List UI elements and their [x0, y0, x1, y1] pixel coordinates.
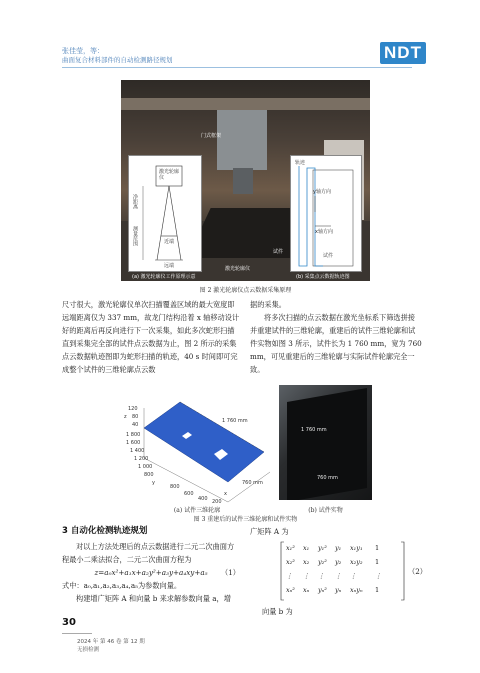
- plot-y-tick-6: 800: [144, 472, 154, 478]
- plot-z-tick-1: 120: [128, 406, 138, 412]
- matrix-cell: y₁: [335, 544, 342, 552]
- label-measure-range: 测量范围: [132, 226, 138, 246]
- matrix-cell: y₁²: [318, 544, 327, 552]
- label-track: 轨迹: [295, 160, 306, 166]
- plot-width-label: 760 mm: [242, 480, 263, 486]
- matrix-cell: x₂y₂: [350, 558, 363, 566]
- plot-y-label: y: [152, 480, 155, 486]
- photo-label-head: 激光轮廓仪: [225, 266, 251, 272]
- matrix-cell: x₁y₁: [350, 544, 363, 552]
- plot-z-label: z: [124, 414, 127, 420]
- figure3-caption: 图 3 重建后的试件三维轮廓和试件实物: [193, 516, 298, 523]
- caption-2a: (a) 激光轮廓仪工作原理示意: [132, 274, 196, 280]
- right-column-block1: [250, 298, 422, 376]
- plot-z-tick-2: 80: [132, 414, 139, 420]
- running-title: 曲面复合材料部件的自动检测路径规划: [62, 57, 173, 64]
- specimen-surface: [144, 402, 264, 482]
- footer-journal-name: 无损检测: [77, 647, 100, 653]
- paragraph: 对以上方法处理后的点云数据进行二元二次曲面方程最小二乘法拟合，二元二次曲面方程为: [62, 542, 235, 564]
- paragraph: 尺寸很大，激光轮廓仪单次扫描覆盖区域的最大宽度即远端距离仅为 337 mm，故龙门结构沿着 x 轴移动设计好的距离后再反向进行下一次采集，如此多次蛇形扫描直到采集完全部的试件点云数据为止，图 2 所示的采集点云数据轨迹图即为蛇形扫描的轨迹，40 s 时间即可完成整个试件的三维轮廓点云数: [62, 300, 240, 374]
- equation-text: z=a₀x²+a₁x+a₂y²+a₃y+a₄xy+a₅: [94, 568, 208, 577]
- matrix-cell: 1: [375, 586, 380, 594]
- figure3-photo: [279, 385, 372, 500]
- photo-head: [233, 168, 253, 194]
- header-rule: [62, 67, 412, 68]
- photo-width-label: 760 mm: [317, 475, 338, 481]
- matrix-cell: xₙyₙ: [350, 586, 363, 594]
- photo-label-gantry: 门式框架: [201, 133, 222, 139]
- trajectory-diagram: [290, 155, 362, 272]
- matrix-cell: x₁: [303, 544, 310, 552]
- plot-y-tick-4: 1 200: [134, 456, 149, 462]
- plot-x-tick-4: 200: [212, 499, 222, 505]
- matrix-cell: y₂: [335, 558, 342, 566]
- surface-plot-svg: [122, 388, 272, 506]
- specimen-plate: [287, 388, 367, 500]
- caption-3a: (a) 试件三维轮廓: [173, 507, 221, 514]
- vector-intro: 向量 b 为: [262, 607, 293, 616]
- photo-label-specimen: 试件: [273, 249, 284, 255]
- matrix-a: [280, 540, 405, 602]
- label-near: 近端: [164, 239, 175, 245]
- matrix-table: [286, 541, 385, 597]
- matrix-cell: 1: [375, 544, 380, 552]
- matrix-cell: x₁²: [286, 544, 295, 552]
- plot-x-tick-3: 400: [198, 496, 208, 502]
- equation-number-2: （2）: [408, 567, 427, 576]
- matrix-cell: 1: [375, 558, 380, 566]
- journal-logo: [380, 42, 426, 64]
- label-scanner: 激光轮廓仪: [159, 169, 180, 181]
- plot-y-tick-3: 1 400: [130, 448, 145, 454]
- footer-rule: [62, 633, 92, 634]
- caption-3b: (b) 试件实物: [308, 507, 343, 514]
- matrix-intro: 广矩阵 A 为: [250, 527, 289, 536]
- matrix-cell: yₙ: [335, 586, 342, 594]
- matrix-cell: ⋮: [375, 572, 382, 580]
- left-column-block1: [62, 298, 240, 376]
- label-x-axis: x轴方向: [315, 229, 333, 235]
- left-column-block2: [62, 540, 240, 605]
- matrix-cell: x₂²: [286, 558, 295, 566]
- logo-text: NDT: [384, 43, 422, 62]
- paragraph: 据的采集。: [250, 300, 286, 309]
- label-working-distance: 净距离: [132, 194, 138, 209]
- page-number: 30: [62, 617, 76, 628]
- matrix-cell: ⋮: [303, 572, 310, 580]
- plot-x-tick-2: 600: [184, 491, 194, 497]
- running-authors: 张佳莹，等：: [62, 48, 104, 55]
- plot-x-label: x: [224, 491, 227, 497]
- section-heading: 3 自动化检测轨迹规划: [62, 526, 148, 536]
- equation-1: [62, 566, 240, 579]
- matrix-cell: ⋮: [350, 572, 357, 580]
- laser-principle-diagram: [128, 155, 202, 272]
- matrix-cell: ⋮: [318, 572, 325, 580]
- matrix-cell: y₂²: [318, 558, 327, 566]
- matrix-cell: ⋮: [335, 572, 342, 580]
- plot-z-tick-3: 40: [132, 422, 139, 428]
- matrix-cell: ⋮: [286, 572, 293, 580]
- matrix-cell: xₙ: [303, 586, 310, 594]
- matrix-row: [286, 583, 385, 597]
- photo-length-label: 1 760 mm: [301, 427, 327, 433]
- matrix-cell: yₙ²: [318, 586, 327, 594]
- paragraph: 将多次扫描的点云数据在激光坐标系下筛选拼接并重建试件的三维轮廓，重建后的试件三维轮廓和试件实物如图 3 所示，试件长为 1 760 mm，宽为 760 mm，可见重建后的三维轮廓与实际试件轮廓完全一致。: [250, 313, 422, 374]
- plot-y-tick-5: 1 000: [138, 464, 153, 470]
- plot-length-label: 1 760 mm: [222, 418, 248, 424]
- paragraph: 式中：a₀,a₁,a₂,a₃,a₄,a₅为参数向量。: [62, 581, 182, 590]
- paragraph: 构建增广矩阵 A 和向量 b 来求解参数向量 a，增: [76, 594, 231, 603]
- plot-x-tick-1: 800: [170, 484, 180, 490]
- matrix-row: [286, 569, 385, 583]
- matrix-row: [286, 541, 385, 555]
- photo-gantry: [217, 110, 267, 170]
- equation-number: （1）: [221, 568, 240, 577]
- label-specimen: 试件: [323, 253, 334, 259]
- figure2-caption: 图 2 激光轮廓仪点云数据采集原理: [199, 287, 292, 294]
- matrix-cell: xₙ²: [286, 586, 295, 594]
- photo-beam: [121, 98, 370, 110]
- label-far: 远端: [164, 263, 175, 269]
- label-y-axis: y轴方向: [313, 189, 331, 195]
- matrix-cell: x₂: [303, 558, 310, 566]
- matrix-row: [286, 555, 385, 569]
- footer-journal: 2024 年 第 46 卷 第 12 期: [77, 639, 145, 645]
- caption-2b: (b) 采集点云数据轨迹图: [296, 274, 350, 280]
- figure3-plot: [122, 388, 272, 506]
- plot-y-tick-1: 1 800: [126, 432, 141, 438]
- plot-y-tick-2: 1 600: [126, 440, 141, 446]
